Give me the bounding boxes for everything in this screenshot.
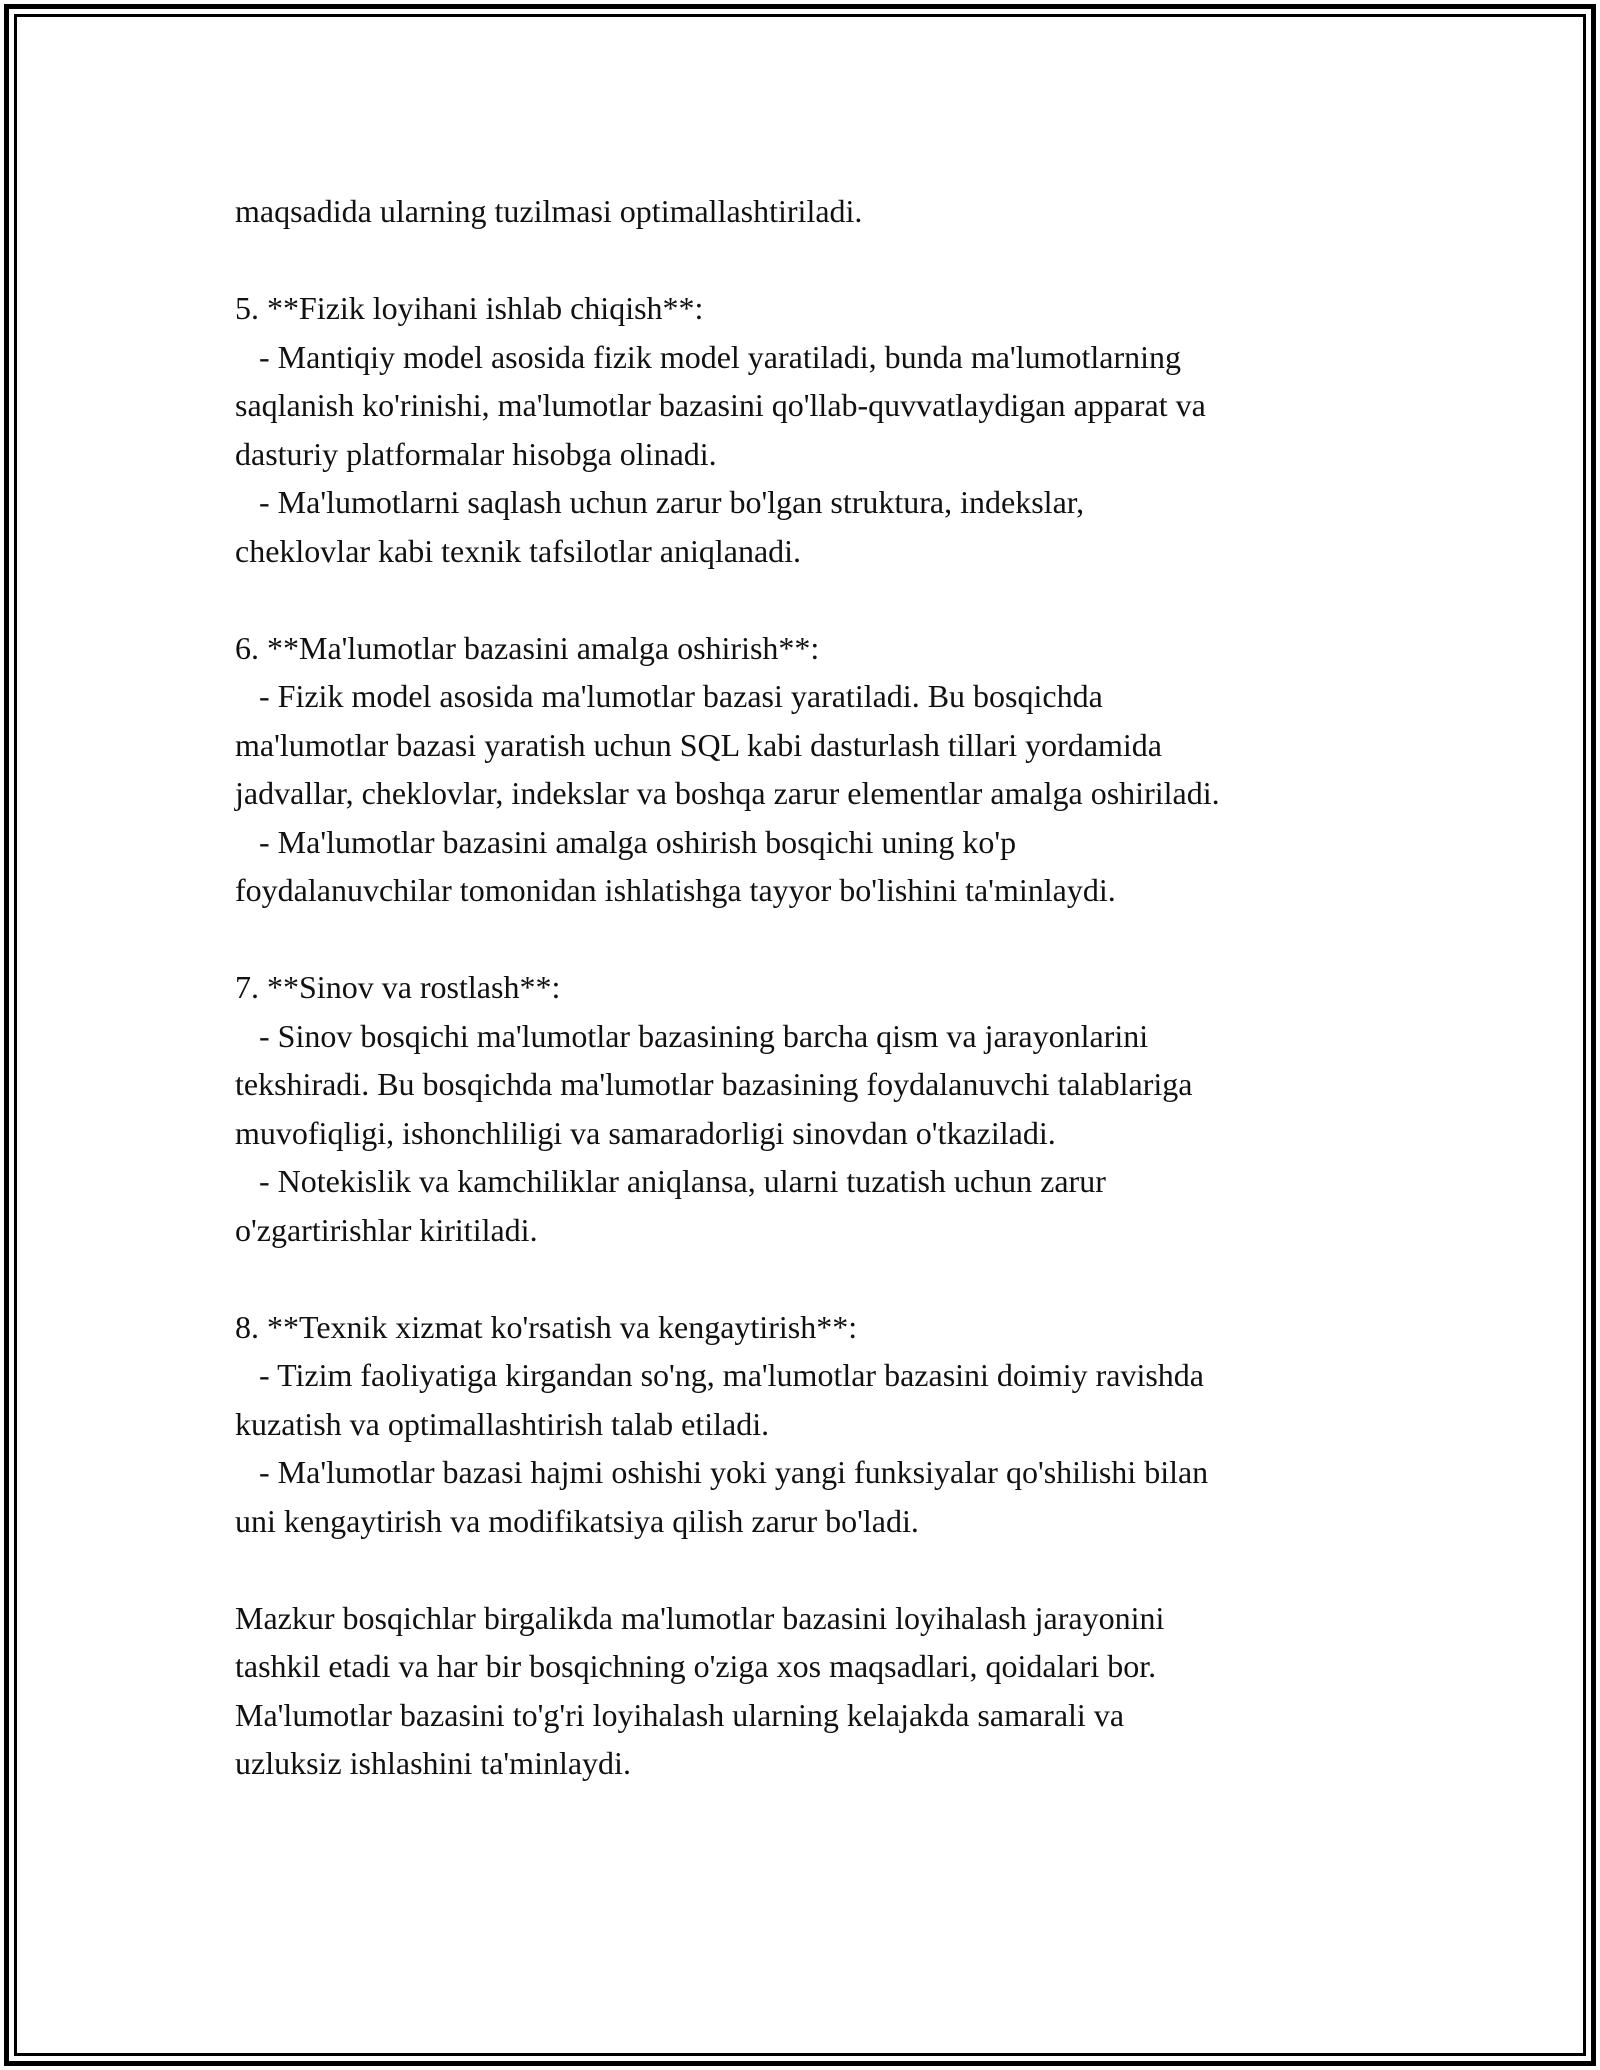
blank-line	[235, 1254, 1435, 1303]
text-line: tashkil etadi va har bir bosqichning o'ziga xos maqsadlari, qoidalari bor.	[235, 1648, 1157, 1684]
document-body	[235, 187, 1435, 1788]
text-line: ma'lumotlar bazasi yaratish uchun SQL kabi dasturlash tillari yordamida	[235, 726, 1162, 763]
blank-line	[235, 1545, 1435, 1594]
text-line: Mazkur bosqichlar birgalikda ma'lumotlar bazasini loyihalash jarayonini	[235, 1599, 1165, 1636]
text-line: saqlanish ko'rinishi, ma'lumotlar bazasini qo'llab-quvvatlaydigan apparat va	[235, 387, 1206, 423]
text-line: jadvallar, cheklovlar, indekslar va boshqa zarur elementlar amalga oshiriladi.	[235, 775, 1220, 811]
text-line: - Sinov bosqichi ma'lumotlar bazasining barcha qism va jarayonlarini	[235, 1017, 1149, 1054]
text-line: 8. **Texnik xizmat ko'rsatish va kengaytirish**:	[235, 1308, 858, 1345]
text-line: o'zgartirishlar kiritiladi.	[235, 1211, 538, 1248]
text-line: kuzatish va optimallashtirish talab etiladi.	[235, 1405, 770, 1442]
text-line: - Ma'lumotlarni saqlash uchun zarur bo'lgan struktura, indekslar,	[235, 484, 1085, 520]
text-line: - Ma'lumotlar bazasini amalga oshirish bosqichi uning ko'p	[235, 823, 1017, 860]
text-line: - Tizim faoliyatiga kirgandan so'ng, ma'lumotlar bazasini doimiy ravishda	[235, 1357, 1204, 1393]
text-line: maqsadida ularning tuzilmasi optimallashtiriladi.	[235, 193, 863, 229]
text-line: - Fizik model asosida ma'lumotlar bazasi yaratiladi. Bu bosqichda	[235, 678, 1103, 714]
text-line: 5. **Fizik loyihani ishlab chiqish**:	[235, 290, 704, 326]
text-line: - Mantiqiy model asosida fizik model yaratiladi, bunda ma'lumotlarning	[235, 338, 1181, 375]
text-line: foydalanuvchilar tomonidan ishlatishga tayyor bo'lishini ta'minlaydi.	[235, 872, 1116, 908]
text-line: Ma'lumotlar bazasini to'g'ri loyihalash ularning kelajakda samarali va	[235, 1696, 1125, 1733]
blank-line	[235, 915, 1435, 964]
text-line: tekshiradi. Bu bosqichda ma'lumotlar bazasining foydalanuvchi talablariga	[235, 1066, 1193, 1102]
text-line: dasturiy platformalar hisobga olinadi.	[235, 435, 717, 472]
text-line: - Ma'lumotlar bazasi hajmi oshishi yoki yangi funksiyalar qo'shilishi bilan	[235, 1454, 1209, 1490]
blank-line	[235, 236, 1435, 285]
text-line: uzluksiz ishlashini ta'minlaydi.	[235, 1745, 631, 1781]
text-line: cheklovlar kabi texnik tafsilotlar aniqlanadi.	[235, 532, 802, 569]
text-line: - Notekislik va kamchiliklar aniqlansa, ularni tuzatish uchun zarur	[235, 1163, 1106, 1199]
text-line: muvofiqligi, ishonchliligi va samaradorligi sinovdan o'tkaziladi.	[235, 1114, 1056, 1151]
blank-line	[235, 575, 1435, 624]
text-line: uni kengaytirish va modifikatsiya qilish zarur bo'ladi.	[235, 1502, 919, 1539]
text-line: 7. **Sinov va rostlash**:	[235, 969, 561, 1005]
text-line: 6. **Ma'lumotlar bazasini amalga oshirish**:	[235, 629, 820, 666]
